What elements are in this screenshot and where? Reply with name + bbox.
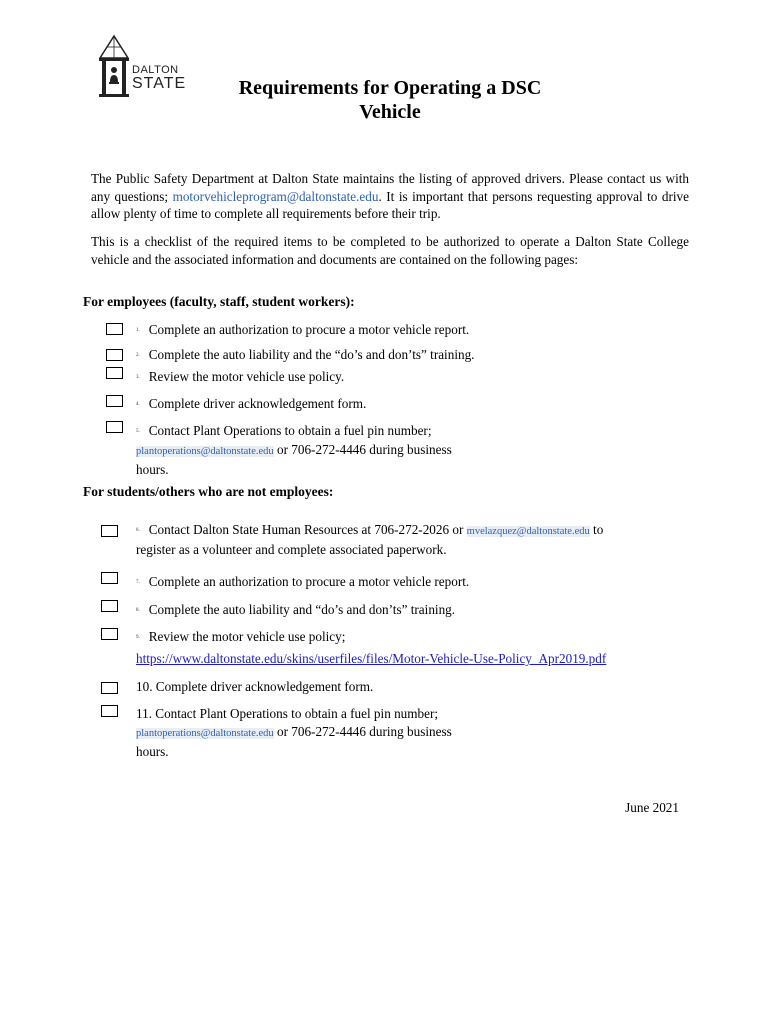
- item-text: Review the motor vehicle use policy;: [148, 629, 346, 644]
- item-text: Complete an authorization to procure a motor vehicle report.: [148, 322, 470, 337]
- item-number: 4.: [136, 401, 140, 407]
- item-text-tail: or 706-272-4446 during business: [273, 441, 452, 457]
- item-text: Complete driver acknowledgement form.: [148, 396, 367, 411]
- checkbox-1[interactable]: [106, 323, 123, 335]
- checklist-item-7: [136, 573, 469, 592]
- motor-vehicle-email-link[interactable]: motorvehicleprogram@daltonstate.edu: [172, 188, 379, 204]
- title-line-1: Requirements for Operating a DSC: [238, 77, 542, 99]
- checkbox-11[interactable]: [101, 705, 118, 717]
- checklist-item-10: 10. Complete driver acknowledgement form.: [136, 679, 374, 694]
- item-number: 9.: [136, 634, 140, 640]
- clock-tower-icon: [96, 34, 132, 98]
- item-number: 6.: [136, 527, 140, 533]
- item-text-tail-2: register as a volunteer and complete associated paperwork.: [136, 542, 447, 557]
- motor-vehicle-policy-link[interactable]: https://www.daltonstate.edu/skins/userfiles/files/Motor-Vehicle-Use-Policy_Apr2019.pdf: [136, 650, 607, 666]
- intro-text-2: . It is important that persons requesting approval to drive allow plenty of time to complete all requirements before their trip.: [91, 188, 689, 221]
- item-text-tail: or 706-272-4446 during business: [273, 724, 452, 739]
- item-number: 3.: [136, 374, 140, 380]
- item-text-tail: to: [589, 522, 604, 537]
- checklist-item-6: [136, 521, 603, 559]
- checkbox-3[interactable]: [106, 367, 123, 379]
- item-text-tail-2: hours.: [136, 744, 169, 759]
- checklist-item-5: [136, 422, 452, 479]
- checklist-item-9: [136, 628, 606, 668]
- checkbox-4[interactable]: [106, 395, 123, 407]
- item-text: Contact Plant Operations to obtain a fuel pin number;: [148, 423, 432, 438]
- item-text: Review the motor vehicle use policy.: [148, 369, 345, 384]
- item-number: 1.: [136, 327, 140, 333]
- plant-operations-email-link[interactable]: plantoperations@daltonstate.edu: [136, 445, 274, 457]
- page-title: [190, 76, 590, 124]
- intro-paragraph: [91, 170, 689, 223]
- checklist-item-1: [136, 321, 469, 340]
- intro-text-1: The Public Safety Department at Dalton State maintains the listing of approved drivers. Please contact us with any questions;: [91, 171, 689, 204]
- checklist-item-11: [136, 705, 452, 761]
- dalton-state-logo: [96, 34, 188, 98]
- checkbox-10[interactable]: [101, 682, 118, 694]
- item-number: 2.: [136, 352, 140, 358]
- checklist-item-2: [136, 346, 474, 365]
- students-heading: For students/others who are not employees:: [83, 484, 334, 499]
- hr-email-link[interactable]: mvelazquez@daltonstate.edu: [466, 526, 590, 537]
- employees-heading: For employees (faculty, staff, student workers):: [83, 294, 355, 309]
- item-text: Complete the auto liability and “do’s and don’ts” training.: [148, 602, 456, 617]
- checklist-item-3: [136, 368, 344, 387]
- item-text-tail-2: hours.: [136, 461, 169, 477]
- item-number: 5.: [136, 428, 140, 434]
- item-text: 11. Contact Plant Operations to obtain a fuel pin number;: [136, 706, 439, 721]
- logo-text-top: DALTON: [132, 64, 179, 76]
- item-number: 8.: [136, 607, 140, 613]
- item-number: 7.: [136, 579, 140, 585]
- checklist-intro: This is a checklist of the required items to be completed to be authorized to operate a Dalton State College vehicle and the associated information and documents are contained on the following pages:: [91, 234, 689, 267]
- title-line-2: Vehicle: [359, 101, 421, 123]
- checklist-item-8: [136, 601, 455, 620]
- item-text: Complete an authorization to procure a motor vehicle report.: [148, 574, 470, 589]
- checkbox-2[interactable]: [106, 349, 123, 361]
- checkbox-5[interactable]: [106, 421, 123, 433]
- item-text: Contact Dalton State Human Resources at 706-272-2026 or: [148, 522, 467, 537]
- checkbox-6[interactable]: [101, 525, 118, 537]
- checklist-item-4: [136, 395, 366, 414]
- checkbox-8[interactable]: [101, 600, 118, 612]
- checkbox-7[interactable]: [101, 572, 118, 584]
- checkbox-9[interactable]: [101, 628, 118, 640]
- document-date: June 2021: [625, 800, 679, 815]
- logo-text-bottom: STATE: [132, 75, 187, 92]
- item-text: Complete the auto liability and the “do’s and don’ts” training.: [148, 347, 475, 362]
- plant-operations-email-link-2[interactable]: plantoperations@daltonstate.edu: [136, 728, 274, 739]
